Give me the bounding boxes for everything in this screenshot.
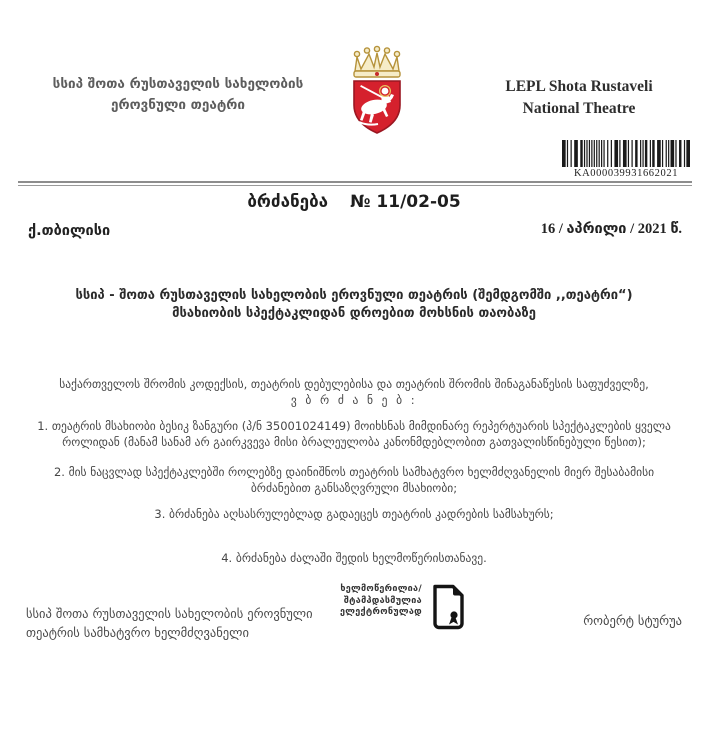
order-subject-line1: სსიპ - შოთა რუსთაველის სახელობის ეროვნული თეატრის (შემდგომში ,,თეატრი“) xyxy=(75,288,633,303)
signer-title xyxy=(26,604,348,643)
org-name-georgian xyxy=(28,74,328,116)
order-subject-line2: მსახიობის სპექტაკლიდან დროებით მოხსნის თაობაზე xyxy=(172,306,536,322)
order-item-4: 4. ბრძანება ძალაში შედის ხელმოწერისთანავე. xyxy=(221,551,487,565)
order-subject xyxy=(20,287,688,323)
order-preamble: საქართველოს შრომის კოდექსის, თეატრის დებულებისა და თეატრის შრომის შინაგანაწესის საფუძველზე, xyxy=(59,377,649,391)
georgia-coat-of-arms-icon xyxy=(341,44,413,136)
order-item-2: 2. მის ნაცვლად სპექტაკლებში როლებზე დაინიშნოს თეატრის სამხატვრო ხელმძღვანელის მიერ შესაბამისი ბრძანებით განსაზღვრული მსახიობი; xyxy=(53,465,655,496)
header-divider xyxy=(18,181,692,186)
order-date: 16 / აპრილი / 2021 წ. xyxy=(540,221,682,237)
signer-title-line2: თეატრის სამხატვრო ხელმძღვანელი xyxy=(26,625,249,641)
order-title xyxy=(0,192,708,212)
barcode-bars-icon xyxy=(562,140,690,167)
signer-title-line1: სსიპ შოთა რუსთაველის სახელობის ეროვნული xyxy=(26,606,313,621)
barcode xyxy=(562,140,690,179)
stamp-line3: ელექტრონულად xyxy=(340,607,422,618)
org-name-english-line1: LEPL Shota Rustaveli xyxy=(505,78,653,95)
order-item-3: 3. ბრძანება აღსასრულებლად გადაეცეს თეატრის კადრების სამსახურს; xyxy=(154,507,554,521)
order-item-1: 1. თეატრის მსახიობი ბესიკ ზანგური (პ/ნ 35001024149) მოიხსნას მიმდინარე რეპერტუარის სპექტაკლების ყველა როლიდან (მანამ სანამ არ გაირკვევა მისი ბრალეულობა კანონმდებლობით გათვალისწინებული წესით); xyxy=(37,419,671,450)
org-name-english xyxy=(472,76,686,121)
barcode-number: KA000039931662021 xyxy=(573,168,679,179)
stamp-line1: ხელმოწერილია/ xyxy=(340,584,422,594)
order-number: № 11/02-05 xyxy=(350,192,461,212)
org-name-georgian-line2: ეროვნული თეატრი xyxy=(111,96,245,113)
org-name-english-line2: National Theatre xyxy=(522,100,636,118)
certified-document-icon xyxy=(428,584,468,630)
order-city: ქ.თბილისი xyxy=(28,223,111,239)
e-signature-stamp xyxy=(340,584,468,630)
signer-name: რობერტ სტურუა xyxy=(583,613,682,628)
e-signature-stamp-text xyxy=(340,584,422,619)
order-type-label: ბრძანება xyxy=(247,192,329,212)
stamp-line2: შტამპდასმულია xyxy=(343,595,422,606)
decree-word: ვ ბ რ ძ ა ნ ე ბ : xyxy=(290,393,418,407)
org-name-georgian-line1: სსიპ შოთა რუსთაველის სახელობის xyxy=(52,76,304,92)
